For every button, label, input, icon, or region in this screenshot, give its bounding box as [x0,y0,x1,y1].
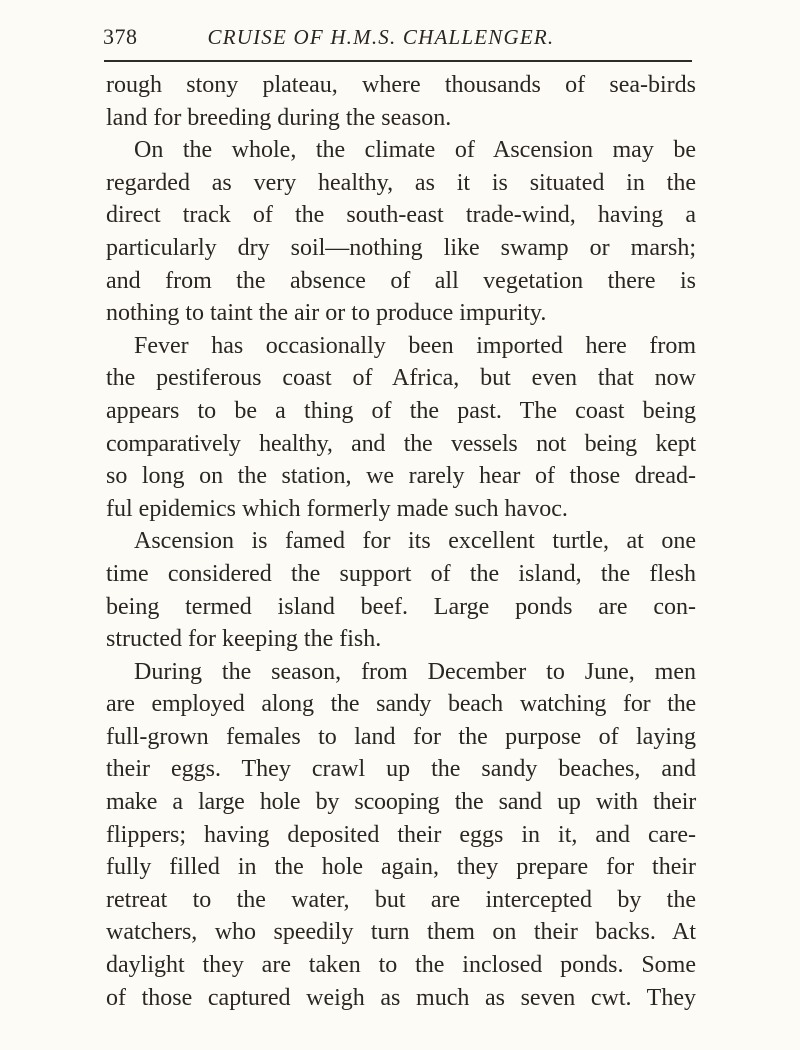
running-title: CRUISE OF H.M.S. CHALLENGER. [207,24,555,49]
text-line: regarded as very healthy, as it is situated in the [106,169,696,196]
text-line: and from the absence of all vegetation there is [106,267,696,294]
page-number: 378 [103,24,138,49]
text-line: are employed along the sandy beach watching for the [106,691,696,718]
text-line: fully filled in the hole again, they prepare for their [106,854,696,881]
text-line: of those captured weigh as much as seven cwt. They [106,984,696,1011]
header-rule [104,60,692,62]
text-line: watchers, who speedily turn them on their backs. At [106,919,696,946]
body-text [106,69,696,1014]
text-line: daylight they are taken to the inclosed ponds. Some [106,952,696,979]
paragraph-first-line: During the season, from December to June, men [134,658,696,685]
paragraph-first-line: Ascension is famed for its excellent turtle, at one [134,528,696,555]
text-line: comparatively healthy, and the vessels not being kept [106,430,696,457]
text-line: retreat to the water, but are intercepted by the [106,886,696,913]
text-line: the pestiferous coast of Africa, but even that now [106,365,696,392]
text-line: ful epidemics which formerly made such havoc. [106,495,568,522]
text-line: structed for keeping the fish. [106,626,382,653]
text-line: land for breeding during the season. [106,104,452,131]
paragraph-first-line: Fever has occasionally been imported here from [134,332,696,359]
text-line: rough stony plateau, where thousands of sea-birds [106,72,696,98]
running-head [103,22,690,52]
text-line: flippers; having deposited their eggs in it, and care- [106,821,696,848]
paragraph-first-line: On the whole, the climate of Ascension may be [134,137,696,164]
text-line: nothing to taint the air or to produce impurity. [106,300,547,327]
text-line: time considered the support of the island, the flesh [106,560,696,587]
text-line: particularly dry soil—nothing like swamp or marsh; [106,234,696,261]
text-line: make a large hole by scooping the sand up with their [106,789,696,816]
text-line: direct track of the south-east trade-wind, having a [106,202,696,229]
text-line: so long on the station, we rarely hear of those dread- [106,463,696,490]
text-line: their eggs. They crawl up the sandy beaches, and [106,756,696,783]
text-line: full-grown females to land for the purpose of laying [106,723,696,750]
text-line: appears to be a thing of the past. The coast being [106,397,696,424]
text-line: being termed island beef. Large ponds are con- [106,593,696,620]
